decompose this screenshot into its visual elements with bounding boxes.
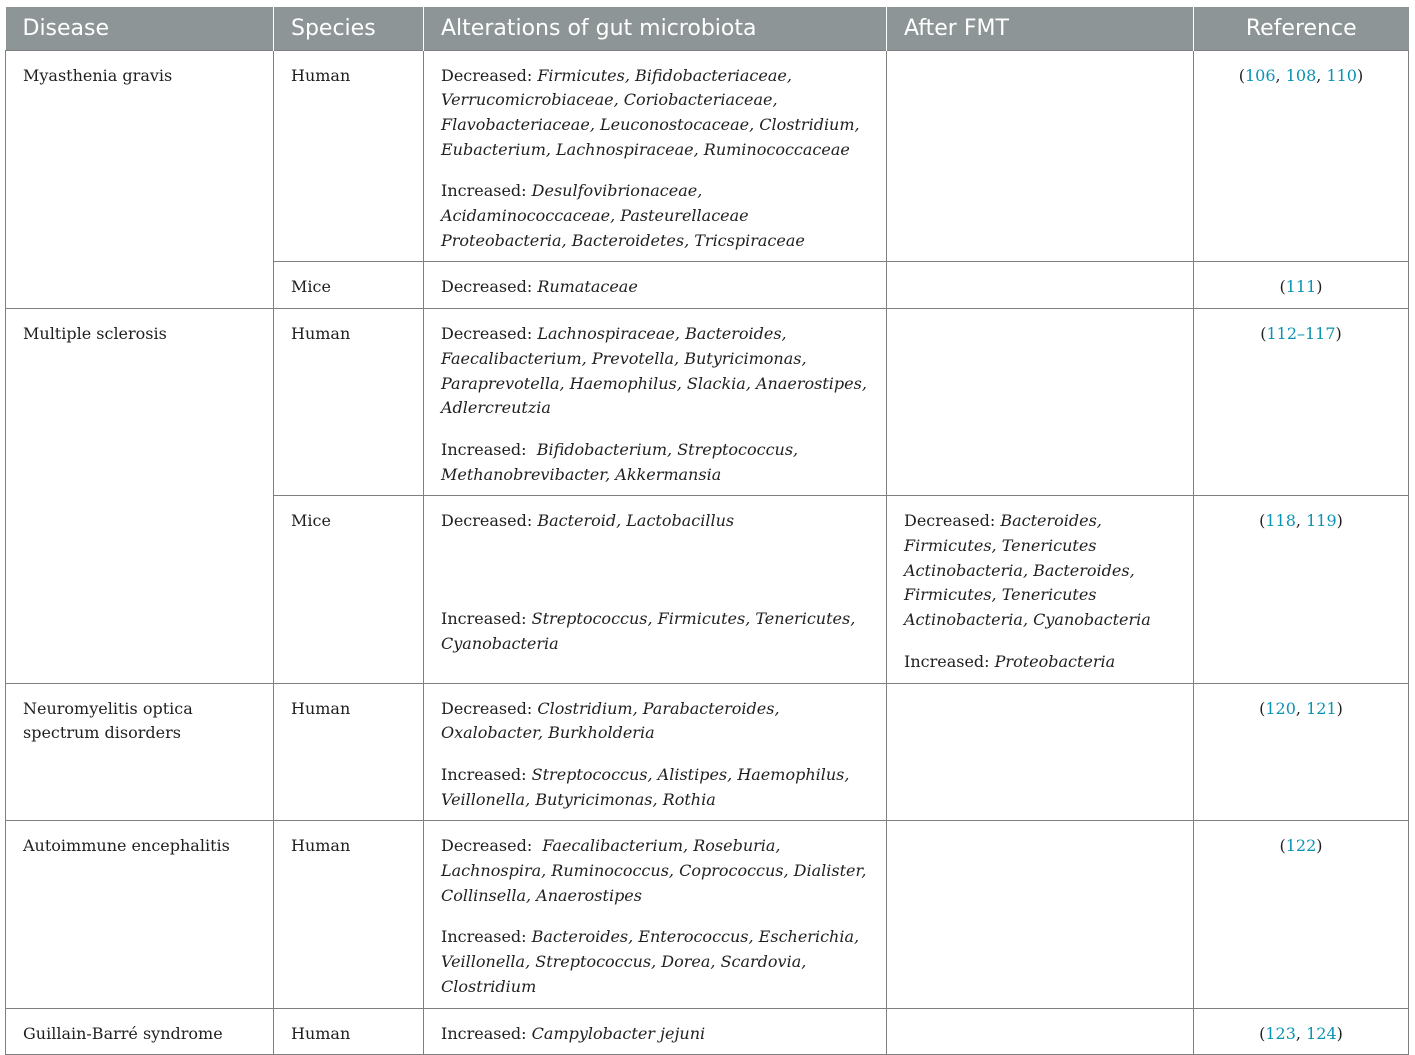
header-alterations: Alterations of gut microbiota xyxy=(424,7,887,50)
after-fmt-cell xyxy=(887,821,1194,1008)
fmt-increased-label: Increased: xyxy=(904,651,990,671)
reference-cell: (122) xyxy=(1194,821,1409,1008)
microbiota-table xyxy=(5,7,1409,1055)
alterations-cell xyxy=(424,496,887,683)
reference-link[interactable]: 112–117 xyxy=(1266,324,1336,344)
after-fmt-cell xyxy=(887,1008,1194,1055)
decreased-taxa: Bacteroid, Lactobacillus xyxy=(537,511,735,531)
table-row xyxy=(6,50,1409,262)
species-cell: Human xyxy=(274,821,424,1008)
increased-label: Increased: xyxy=(441,927,527,947)
increased-label: Increased: xyxy=(441,609,527,629)
fmt-increased-taxa: Proteobacteria xyxy=(994,651,1116,671)
reference-link[interactable]: 111 xyxy=(1285,277,1317,297)
alterations-cell xyxy=(424,262,887,309)
reference-link[interactable]: 118 xyxy=(1265,511,1296,531)
species-cell: Human xyxy=(274,309,424,496)
table-row xyxy=(6,821,1409,1008)
decreased-taxa: Rumataceae xyxy=(537,277,638,297)
table-row xyxy=(6,683,1409,821)
decreased-label: Decreased: xyxy=(441,511,533,531)
increased-taxa: Desulfovibrionaceae, Acidaminococcaceae, Pasteurellaceae Proteobacteria, Bacteroidetes, Tricspiraceae xyxy=(441,181,805,250)
reference-link[interactable]: 120 xyxy=(1265,698,1296,718)
reference-cell: (111) xyxy=(1194,262,1409,309)
after-fmt-cell xyxy=(887,50,1194,262)
species-cell: Human xyxy=(274,50,424,262)
header-species: Species xyxy=(274,7,424,50)
reference-link[interactable]: 124 xyxy=(1306,1023,1337,1043)
increased-taxa: Campylobacter jejuni xyxy=(531,1023,706,1043)
alterations-cell xyxy=(424,309,887,496)
after-fmt-cell xyxy=(887,496,1194,683)
reference-link[interactable]: 110 xyxy=(1326,65,1357,85)
decreased-label: Decreased: xyxy=(441,324,533,344)
table-row xyxy=(6,1008,1409,1055)
header-reference: Reference xyxy=(1194,7,1409,50)
header-disease: Disease xyxy=(6,7,274,50)
fmt-decreased-taxa: Bacteroides, Firmicutes, Tenericutes Actinobacteria, Bacteroides, Firmicutes, Tenericutes Actinobacteria, Cyanobacteria xyxy=(904,511,1151,630)
disease-cell: Guillain-Barré syndrome xyxy=(6,1008,274,1055)
alterations-cell xyxy=(424,683,887,821)
header-after-fmt: After FMT xyxy=(887,7,1194,50)
header-row xyxy=(6,7,1409,50)
after-fmt-cell xyxy=(887,309,1194,496)
increased-taxa: Bacteroides, Enterococcus, Escherichia, Veillonella, Streptococcus, Dorea, Scardovia, Clostridium xyxy=(441,927,860,996)
reference-link[interactable]: 122 xyxy=(1285,836,1317,856)
increased-label: Increased: xyxy=(441,439,527,459)
reference-link[interactable]: 108 xyxy=(1285,65,1317,85)
increased-label: Increased: xyxy=(441,764,527,784)
increased-taxa: Streptococcus, Firmicutes, Tenericutes, Cyanobacteria xyxy=(441,609,856,653)
after-fmt-cell xyxy=(887,683,1194,821)
decreased-label: Decreased: xyxy=(441,277,533,297)
table-row xyxy=(6,309,1409,496)
species-cell: Mice xyxy=(274,262,424,309)
disease-cell: Multiple sclerosis xyxy=(6,309,274,683)
species-cell: Human xyxy=(274,683,424,821)
disease-cell: Autoimmune encephalitis xyxy=(6,821,274,1008)
reference-cell: (123, 124) xyxy=(1194,1008,1409,1055)
alterations-cell xyxy=(424,50,887,262)
decreased-label: Decreased: xyxy=(441,836,533,856)
reference-link[interactable]: 121 xyxy=(1306,698,1337,718)
reference-link[interactable]: 119 xyxy=(1306,511,1337,531)
increased-taxa: Streptococcus, Alistipes, Haemophilus, Veillonella, Butyricimonas, Rothia xyxy=(441,764,850,809)
reference-cell: (118, 119) xyxy=(1194,496,1409,683)
alterations-cell xyxy=(424,1008,887,1055)
species-cell: Human xyxy=(274,1008,424,1055)
increased-taxa: Bifidobacterium, Streptococcus, Methanobrevibacter, Akkermansia xyxy=(441,439,799,484)
decreased-label: Decreased: xyxy=(441,65,533,85)
alterations-cell xyxy=(424,821,887,1008)
increased-label: Increased: xyxy=(441,1023,527,1043)
reference-cell: (106, 108, 110) xyxy=(1194,50,1409,262)
increased-label: Increased: xyxy=(441,181,527,201)
after-fmt-cell xyxy=(887,262,1194,309)
reference-link[interactable]: 106 xyxy=(1245,65,1276,85)
reference-cell: (120, 121) xyxy=(1194,683,1409,821)
species-cell: Mice xyxy=(274,496,424,683)
decreased-label: Decreased: xyxy=(441,698,533,718)
disease-cell: Neuromyelitis optica spectrum disorders xyxy=(6,683,274,821)
decreased-taxa: Lachnospiraceae, Bacteroides, Faecalibacterium, Prevotella, Butyricimonas, Paraprevotella, Haemophilus, Slackia, Anaerostipes, Adlercreutzia xyxy=(441,324,867,418)
fmt-decreased-label: Decreased: xyxy=(904,511,996,531)
reference-link[interactable]: 123 xyxy=(1265,1023,1296,1043)
decreased-taxa: Clostridium, Parabacteroides, Oxalobacter, Burkholderia xyxy=(441,698,780,743)
decreased-taxa: Faecalibacterium, Roseburia, Lachnospira, Ruminococcus, Coprococcus, Dialister, Collinsella, Anaerostipes xyxy=(441,836,867,905)
reference-cell: (112–117) xyxy=(1194,309,1409,496)
disease-cell: Myasthenia gravis xyxy=(6,50,274,309)
decreased-taxa: Firmicutes, Bifidobacteriaceae, Verrucomicrobiaceae, Coriobacteriaceae, Flavobacteriaceae, Leuconostocaceae, Clostridium, Eubacterium, Lachnospiraceae, Ruminococcaceae xyxy=(441,65,860,159)
